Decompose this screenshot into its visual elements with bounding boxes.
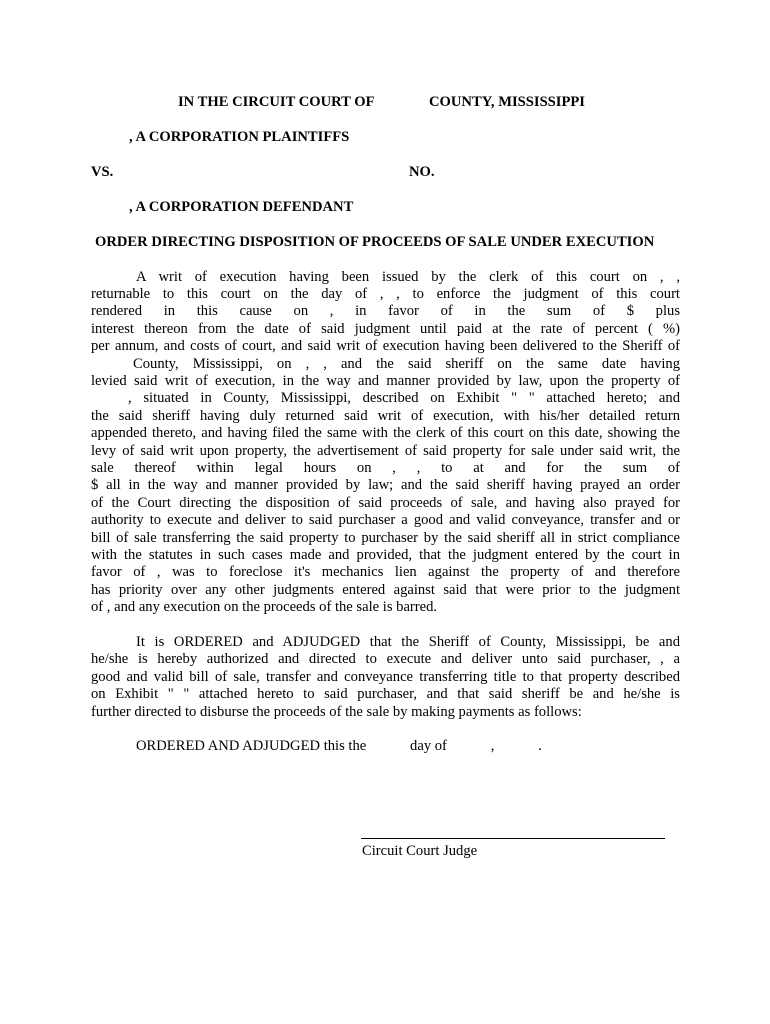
plaintiff-line: , A CORPORATION PLAINTIFFS: [129, 129, 350, 145]
paragraph-line: $ all in the way and manner provided by law; and the said sheriff having prayed an order: [91, 477, 680, 493]
paragraph-line: bill of sale transferring the said property to purchaser by the said sheriff all in strict compliance: [91, 530, 680, 546]
paragraph-line: , situated in County, Mississippi, described on Exhibit " " attached hereto; and: [128, 390, 680, 406]
court-heading-right: COUNTY, MISSISSIPPI: [429, 94, 585, 110]
case-number-label: NO.: [409, 164, 435, 180]
paragraph-line: authority to execute and deliver to said purchaser a good and valid conveyance, transfer and or: [91, 512, 680, 528]
paragraph-line: has priority over any other judgments entered against said that were prior to the judgment: [91, 582, 680, 598]
versus-label: VS.: [91, 164, 114, 180]
paragraph-line: good and valid bill of sale, transfer and conveyance transferring title to that property described: [91, 669, 680, 685]
paragraph-line: he/she is hereby authorized and directed to execute and deliver unto said purchaser, , a: [91, 651, 680, 667]
paragraph-line: of the Court directing the disposition of said proceeds of sale, and having also prayed for: [91, 495, 680, 511]
paragraph-line: with the statutes in such cases made and provided, that the judgment entered by the court in: [91, 547, 680, 563]
paragraph-line: returnable to this court on the day of , , to enforce the judgment of this court: [91, 286, 680, 302]
paragraph-line: appended thereto, and having filed the same with the clerk of this court on this date, showing the: [91, 425, 680, 441]
paragraph-line: levy of said writ upon property, the advertisement of said property for sale under said writ, the: [91, 443, 680, 459]
paragraph-line: the said sheriff having duly returned said writ of execution, with his/her detailed return: [91, 408, 680, 424]
paragraph-line: favor of , was to foreclose it's mechanics lien against the property of and therefore: [91, 564, 680, 580]
paragraph-line: sale thereof within legal hours on , , to at and for the sum of: [91, 460, 680, 476]
court-heading-left: IN THE CIRCUIT COURT OF: [178, 94, 375, 110]
paragraph-line: per annum, and costs of court, and said writ of execution having been delivered to the Sheriff of: [91, 338, 680, 354]
paragraph-line: It is ORDERED and ADJUDGED that the Sheriff of County, Mississippi, be and: [136, 634, 680, 650]
signature-label: Circuit Court Judge: [362, 843, 478, 859]
paragraph-line: County, Mississippi, on , , and the said sheriff on the same date having: [133, 356, 680, 372]
paragraph-line: A writ of execution having been issued by the clerk of this court on , ,: [136, 269, 680, 285]
ordered-adjudged-line: ORDERED AND ADJUDGED this the day of , .: [136, 738, 542, 754]
order-title: ORDER DIRECTING DISPOSITION OF PROCEEDS OF SALE UNDER EXECUTION: [95, 234, 655, 250]
signature-line: [361, 838, 665, 839]
paragraph-line: on Exhibit " " attached hereto to said purchaser, and that said sheriff be and he/she is: [91, 686, 680, 702]
paragraph-line: further directed to disburse the proceeds of the sale by making payments as follows:: [91, 704, 582, 720]
defendant-line: , A CORPORATION DEFENDANT: [129, 199, 354, 215]
paragraph-line: interest thereon from the date of said judgment until paid at the rate of percent ( %): [91, 321, 680, 337]
paragraph-line: rendered in this cause on , in favor of in the sum of $ plus: [91, 303, 680, 319]
paragraph-line: of , and any execution on the proceeds of the sale is barred.: [91, 599, 438, 615]
paragraph-line: levied said writ of execution, in the way and manner provided by law, upon the property of: [91, 373, 680, 389]
